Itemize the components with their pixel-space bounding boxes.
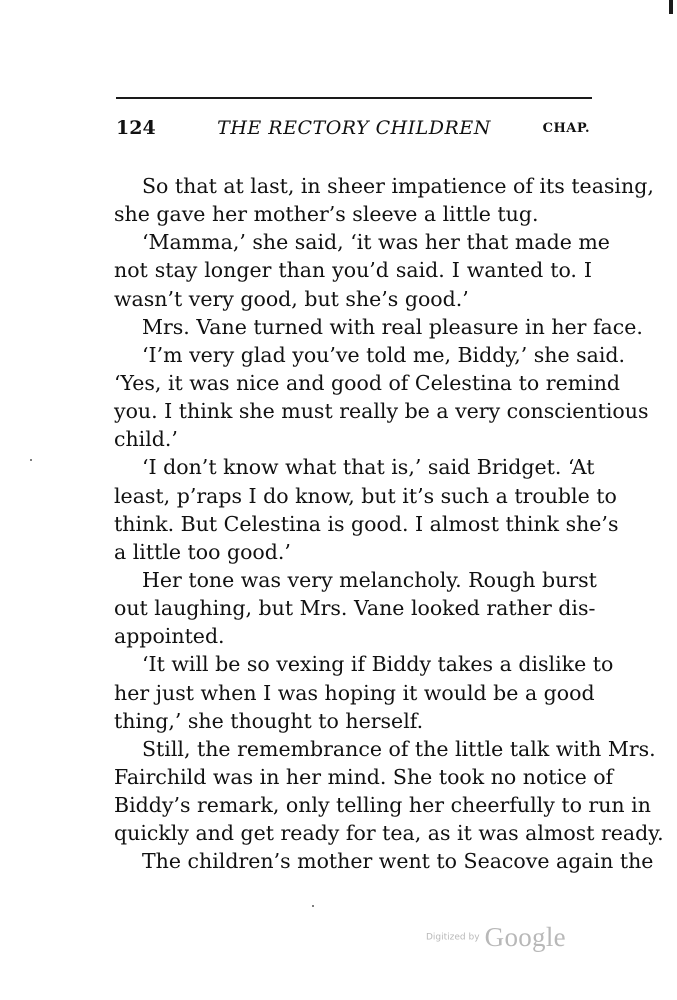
digitized-prefix: Digitized by (426, 932, 480, 943)
chapter-label: CHAP. (542, 121, 590, 136)
text-line: Biddy’s remark, only telling her cheerfully to run in (114, 793, 651, 818)
text-line: think. But Celestina is good. I almost think she’s (114, 511, 619, 536)
text-line: ‘Mamma,’ she said, ‘it was her that made me (142, 230, 610, 255)
text-line: not stay longer than you’d said. I wanted to. I (114, 258, 592, 283)
text-line: Her tone was very melancholy. Rough burst (142, 567, 597, 592)
text-line: Mrs. Vane turned with real pleasure in her face. (142, 314, 643, 339)
scan-speck (30, 459, 32, 461)
digitized-watermark (426, 922, 566, 962)
text-line: ‘I’m very glad you’ve told me, Biddy,’ she said. (142, 342, 626, 367)
text-line: The children’s mother went to Seacove again the (142, 849, 654, 874)
text-line: you. I think she must really be a very conscientious (114, 399, 649, 424)
text-line: Still, the remembrance of the little talk with Mrs. (142, 736, 656, 761)
text-line: her just when I was hoping it would be a good (114, 680, 595, 705)
google-logo: Google (484, 922, 566, 952)
text-line: quickly and get ready for tea, as it was almost ready. (114, 821, 664, 846)
book-title: THE RECTORY CHILDREN (217, 117, 491, 139)
text-line: child.’ (114, 427, 178, 452)
running-head (116, 117, 592, 147)
text-line: ‘It will be so vexing if Biddy takes a dislike to (142, 652, 614, 677)
text-line: a little too good.’ (114, 539, 291, 564)
page-number: 124 (116, 117, 156, 139)
text-line: least, p’raps I do know, but it’s such a trouble to (114, 483, 617, 508)
text-line: Fairchild was in her mind. She took no notice of (114, 764, 614, 789)
scan-speck (312, 905, 314, 907)
body-text (114, 172, 664, 876)
text-line: ‘I don’t know what that is,’ said Bridget. ‘At (142, 455, 595, 480)
text-line: appointed. (114, 624, 225, 649)
text-line: wasn’t very good, but she’s good.’ (114, 286, 469, 311)
text-line: thing,’ she thought to herself. (114, 708, 424, 733)
page-edge-mark (669, 0, 673, 14)
header-rule (116, 97, 592, 99)
text-line: So that at last, in sheer impatience of its teasing, (142, 174, 654, 198)
text-line: she gave her mother’s sleeve a little tug. (114, 202, 539, 227)
text-line: ‘Yes, it was nice and good of Celestina to remind (114, 370, 621, 395)
text-line: out laughing, but Mrs. Vane looked rather dis- (114, 596, 596, 621)
